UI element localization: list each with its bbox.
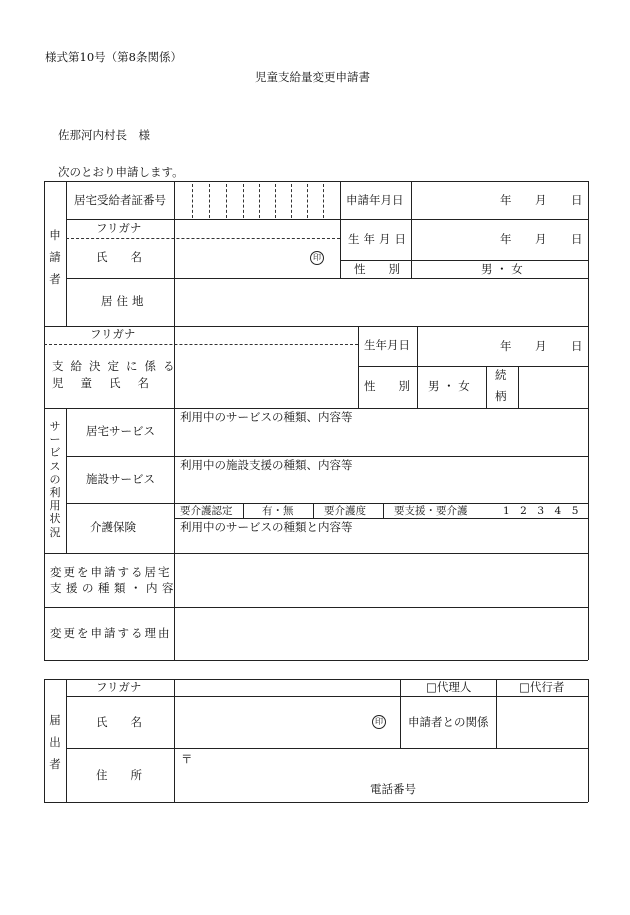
- relation-label-2: 柄: [495, 389, 507, 403]
- care-service-input[interactable]: [176, 536, 586, 552]
- service-side-label: サービスの利用状況: [49, 420, 61, 539]
- postal-mark: 〒: [181, 752, 193, 766]
- applicant-birth-field[interactable]: [413, 221, 587, 259]
- form-title: 児童支給量変更申請書: [255, 70, 370, 84]
- notifier-name-label: 氏 名: [96, 715, 142, 729]
- care-level-numbers[interactable]: 1 2 3 4 5: [503, 505, 579, 517]
- form-number: 様式第10号（第8条関係）: [45, 50, 182, 64]
- seal-icon: 印: [372, 715, 386, 729]
- care-level-label: 要介護度: [324, 505, 366, 517]
- month-unit: 月: [535, 232, 547, 246]
- year-unit: 年: [500, 339, 512, 353]
- notifier-furigana-input[interactable]: [176, 681, 398, 695]
- month-unit: 月: [535, 339, 547, 353]
- care-yesno[interactable]: 有・無: [262, 505, 294, 517]
- notifier-name-input[interactable]: [176, 698, 366, 747]
- proxy-checkbox[interactable]: □代理人: [426, 680, 472, 694]
- child-name-label-2: 児童氏名: [52, 376, 166, 390]
- change-reason-input[interactable]: [176, 609, 586, 658]
- change-content-label-1: 変更を申請する居宅: [50, 565, 172, 579]
- child-birth-field[interactable]: [419, 328, 587, 365]
- applicant-furigana-input[interactable]: [176, 221, 338, 237]
- phone-label: 電話番号: [370, 782, 416, 796]
- addressee: 佐那河内村長 様: [58, 128, 150, 142]
- home-service-input[interactable]: [176, 426, 586, 455]
- child-name-input[interactable]: [176, 346, 356, 406]
- day-unit: 日: [571, 232, 583, 246]
- child-sex-options[interactable]: 男 ・ 女: [428, 379, 470, 393]
- year-unit: 年: [500, 193, 512, 207]
- applicant-side-label: 申請者: [49, 228, 61, 286]
- day-unit: 日: [571, 193, 583, 207]
- change-content-input[interactable]: [176, 555, 586, 605]
- child-name-label-1: 支給決定に係る: [52, 359, 182, 373]
- facility-service-label: 施設サービス: [86, 472, 155, 486]
- child-birth-label: 生年月日: [364, 338, 410, 352]
- relation-to-applicant-input[interactable]: [498, 698, 587, 747]
- child-furigana-input[interactable]: [176, 328, 356, 343]
- child-furigana-label: フリガナ: [90, 327, 136, 341]
- day-unit: 日: [571, 339, 583, 353]
- cert-number-label: 居宅受給者証番号: [74, 193, 166, 207]
- applicant-furigana-label: フリガナ: [96, 221, 142, 235]
- change-content-label-2: 支援の種類・内容: [50, 581, 178, 595]
- home-service-label: 居宅サービス: [86, 424, 155, 438]
- care-insurance-label: 介護保険: [90, 520, 136, 534]
- care-level-value[interactable]: 要支援・要介護: [394, 505, 468, 517]
- address-input[interactable]: [176, 280, 586, 325]
- month-unit: 月: [535, 193, 547, 207]
- facility-service-input[interactable]: [176, 474, 586, 502]
- notifier-furigana-label: フリガナ: [96, 680, 142, 694]
- care-cert-label: 要介護認定: [180, 505, 233, 517]
- facility-service-note: 利用中の施設支援の種類、内容等: [180, 458, 353, 472]
- cert-number-input[interactable]: [176, 184, 338, 218]
- relation-label-1: 続: [495, 368, 507, 382]
- relation-input[interactable]: [520, 368, 587, 407]
- applicant-name-input[interactable]: [176, 240, 316, 276]
- notifier-address-label: 住 所: [96, 768, 142, 782]
- care-service-note: 利用中のサービスの種類と内容等: [180, 520, 353, 534]
- relation-to-applicant-label: 申請者との関係: [408, 715, 489, 729]
- applicant-name-label: 氏 名: [96, 250, 142, 264]
- applicant-birth-label: 生年月日: [348, 232, 410, 246]
- apply-date-field[interactable]: [413, 183, 587, 218]
- child-sex-label: 性 別: [364, 379, 410, 393]
- year-unit: 年: [500, 232, 512, 246]
- applicant-sex-options[interactable]: 男 ・ 女: [481, 262, 523, 276]
- address-label: 居住地: [101, 294, 148, 308]
- notifier-address-input[interactable]: [176, 750, 586, 776]
- home-service-note: 利用中のサービスの種類、内容等: [180, 410, 353, 424]
- intro-text: 次のとおり申請します。: [58, 165, 184, 179]
- notifier-side-label: 届出者: [49, 713, 61, 771]
- seal-icon: 印: [310, 251, 324, 265]
- agent-checkbox[interactable]: □代行者: [519, 680, 565, 694]
- change-reason-label: 変更を申請する理由: [50, 626, 172, 640]
- apply-date-label: 申請年月日: [346, 193, 404, 207]
- applicant-sex-label: 性 別: [354, 262, 400, 276]
- phone-input[interactable]: [420, 778, 586, 800]
